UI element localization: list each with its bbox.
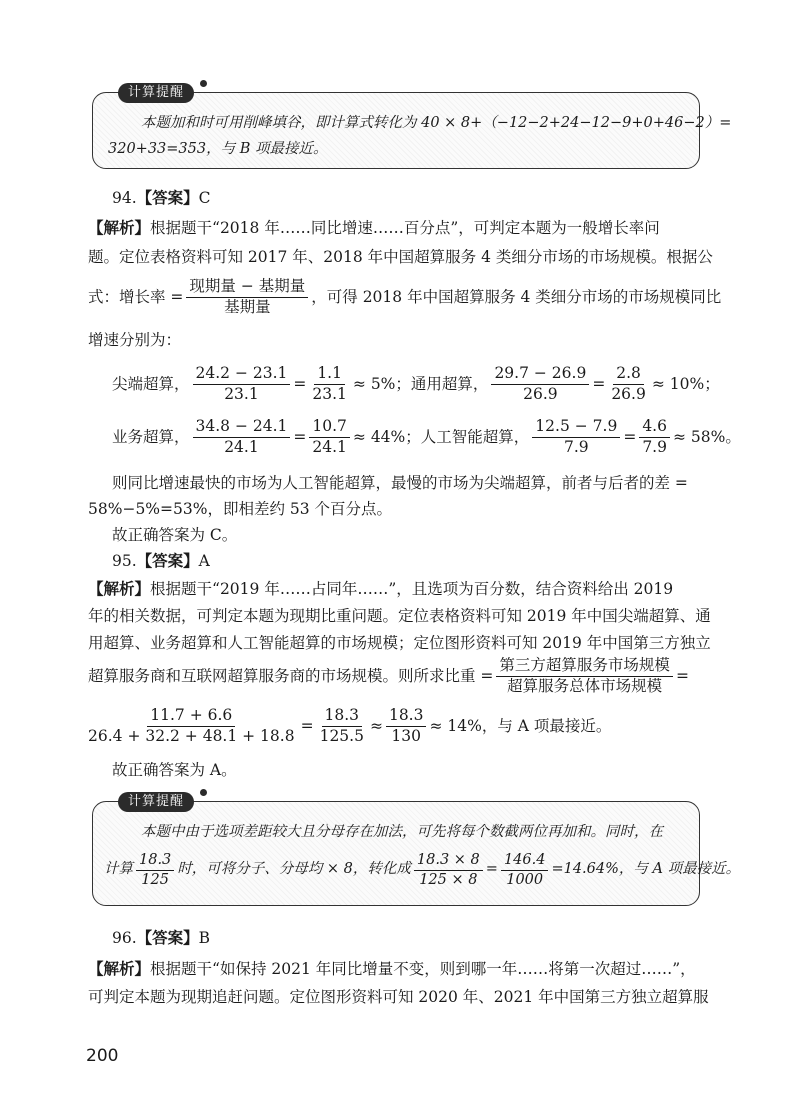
q94-answer: C: [198, 189, 211, 207]
badge-dot-icon: [200, 789, 207, 796]
q95-paragraph-2: 年的相关数据，可判定本题为现期比重问题。定位表格资料可知 2019 年中国尖端超算、通: [88, 607, 711, 625]
q94-paragraph-4: 则同比增速最快的市场为人工智能超算，最慢的市场为尖端超算，前者与后者的差 =: [112, 474, 688, 492]
q95-header: 95.【答案】A: [112, 552, 210, 570]
q94-calc-row-1: 尖端超算， $\frac{24.2 - 23.1}{23.1}$ = $\frac{1.1}{23.1}$ ≈ 5%； 通用超算， $\frac{29.7 - 26.9}{26.9}$ = $\frac{2.8}{26.9}$ ≈ 10%；: [112, 364, 720, 403]
page-number: 200: [86, 1046, 119, 1066]
q95-paragraph-1: 【解析】根据题干“2019 年……占同年……”，且选项为百分数，结合资料给出 2019: [88, 580, 674, 598]
q95-conclusion: 故正确答案为 A。: [112, 761, 237, 779]
q96-paragraph-1: 【解析】根据题干“如保持 2021 年同比增量不变，则到哪一年……将第一次超过……”，: [88, 960, 696, 978]
q94-answer-label: 【答案】: [136, 189, 199, 207]
q95-formula-line: $\frac{11.7 + 6.6}{26.4 + 32.2 + 48.1 + 18.8}$ = $\frac{18.3}{125.5}$ ≈ $\frac{18.3}{130}$ ≈ 14%，与 A 项最接近。: [88, 706, 612, 745]
q94-formula-line: 式：增长率 = $\frac{\text{现期量 − 基期量}}{\text{基期量}}$ ，可得 2018 年中国超算服务 4 类细分市场的市场规模同比: [88, 277, 722, 316]
q94-paragraph-3: 增速分别为：: [88, 331, 182, 349]
tip1-line2: 320+33=353，与 B 项最接近。: [108, 141, 328, 157]
q95-paragraph-4: 超算服务商和互联网超算服务商的市场规模。则所求比重 = $\frac{\text{第三方超算服务市场规模}}{\text{超算服务总体市场规模}}$ =: [88, 656, 689, 695]
tip-badge-2: 计算提醒: [118, 792, 194, 812]
badge-dot-icon: [200, 80, 207, 87]
q94-paragraph-5: 58%−5%=53%，即相差约 53 个百分点。: [88, 500, 393, 518]
tip1-line1: 本题加和时可用削峰填谷，即计算式转化为 40 × 8+（−12−2+24−12−9+0+46−2）=: [141, 115, 732, 131]
q96-paragraph-2: 可判定本题为现期追赶问题。定位图形资料可知 2020 年、2021 年中国第三方独立超算服: [88, 988, 709, 1006]
q94-calc-row-2: 业务超算， $\frac{34.8 - 24.1}{24.1}$ = $\frac{10.7}{24.1}$ ≈ 44%； 人工智能超算， $\frac{12.5 - 7.9}{7.9}$ = $\frac{4.6}{7.9}$ ≈ 58%。: [112, 417, 741, 456]
q96-header: 96.【答案】B: [112, 929, 211, 947]
q94-number: 94.: [112, 189, 137, 207]
growth-rate-fraction: $\frac{\text{现期量 − 基期量}}{\text{基期量}}$: [186, 278, 308, 317]
tip2-line2: 计算 $\frac{18.3}{125}$ 时，可将分子、分母均 × 8，转化成 $\frac{18.3 \times 8}{125 \times 8}$ = $\frac{146.4}{1000}$ =14.64%，与 A 项最接近。: [104, 852, 741, 888]
q94-header: [112, 189, 211, 208]
tip-badge-1: 计算提醒: [118, 83, 194, 103]
q94-analysis-label: 【解析】: [88, 219, 151, 237]
share-ratio-fraction: $\frac{\text{第三方超算服务市场规模}}{\text{超算服务总体市场规模}}$: [496, 657, 673, 696]
q94-paragraph-1: 【解析】根据题干“2018 年……同比增速……百分点”，可判定本题为一般增长率问: [88, 219, 660, 237]
q94-conclusion: 故正确答案为 C。: [112, 526, 238, 544]
q95-paragraph-3: 用超算、业务超算和人工智能超算的市场规模；定位图形资料可知 2019 年中国第三方独立: [88, 634, 711, 652]
tip2-line1: 本题中由于选项差距较大且分母存在加法，可先将每个数截两位再加和。同时，在: [141, 824, 663, 840]
q94-paragraph-2: 题。定位表格资料可知 2017 年、2018 年中国超算服务 4 类细分市场的市场规模。根据公: [88, 248, 713, 266]
